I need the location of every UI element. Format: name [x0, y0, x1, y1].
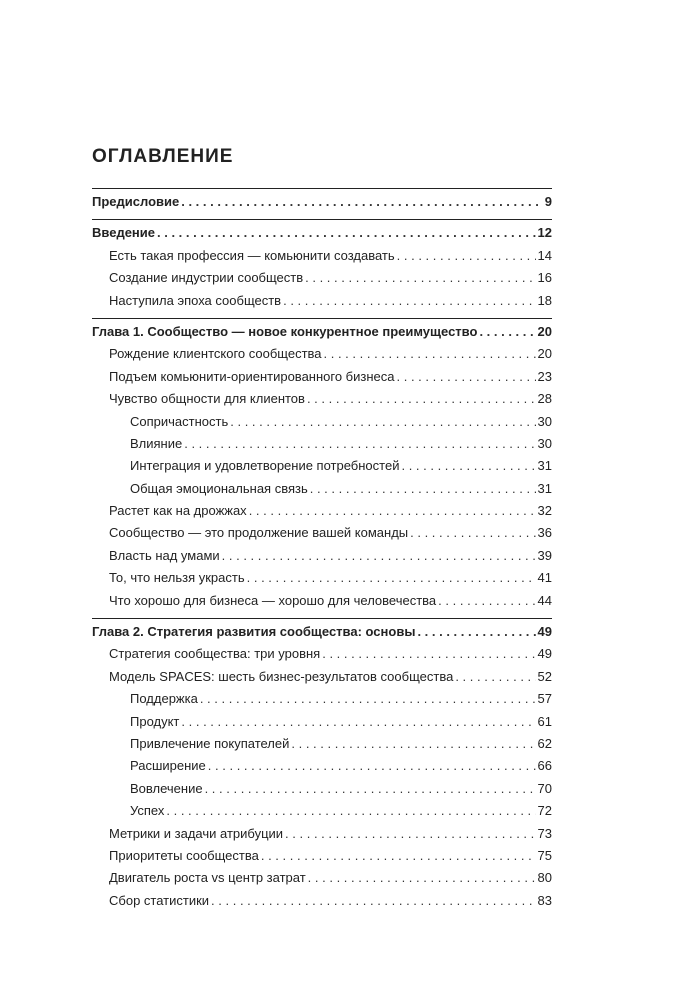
- toc-entry: [92, 711, 552, 733]
- toc-chapter-entry: [92, 321, 552, 343]
- dot-leader: [157, 222, 536, 244]
- page-number: 30: [537, 413, 552, 429]
- entry-title: Успех: [130, 803, 165, 819]
- entry-title: Сбор статистики: [109, 892, 210, 908]
- dot-leader: [230, 411, 535, 433]
- page-number: 57: [537, 691, 552, 707]
- dot-leader: [208, 755, 536, 777]
- toc-entry: [92, 343, 552, 365]
- toc-entry: [92, 267, 552, 289]
- dot-leader: [310, 478, 536, 500]
- page-number: 31: [537, 480, 552, 496]
- page-number: 49: [537, 646, 552, 662]
- page-number: 44: [537, 592, 552, 608]
- toc-entry: [92, 755, 552, 777]
- page-number: 31: [537, 458, 552, 474]
- page-number: 14: [537, 247, 552, 263]
- entry-title: Продукт: [130, 713, 180, 729]
- page-number: 80: [537, 870, 552, 886]
- page-number: 66: [537, 758, 552, 774]
- page-number: 62: [537, 735, 552, 751]
- toc-section: [92, 618, 552, 912]
- toc-entry: [92, 411, 552, 433]
- dot-leader: [211, 890, 535, 912]
- page-number: 28: [537, 391, 552, 407]
- entry-title: Сообщество — это продолжение вашей команды: [109, 525, 409, 541]
- toc-entry: [92, 567, 552, 589]
- entry-title: Расширение: [130, 758, 206, 774]
- entry-title: То, что нельзя украсть: [109, 570, 245, 586]
- dot-leader: [285, 823, 535, 845]
- page-number: 36: [537, 525, 552, 541]
- toc-section: [92, 188, 552, 213]
- toc-entry: [92, 388, 552, 410]
- dot-leader: [438, 590, 535, 612]
- entry-title: Что хорошо для бизнеса — хорошо для человечества: [109, 592, 437, 608]
- toc-entry: [92, 545, 552, 567]
- page-number: 32: [537, 503, 552, 519]
- entry-title: Поддержка: [130, 691, 198, 707]
- dot-leader: [324, 343, 536, 365]
- toc-entry: [92, 778, 552, 800]
- toc-entry: [92, 643, 552, 665]
- dot-leader: [200, 688, 536, 710]
- entry-title: Сопричастность: [130, 413, 229, 429]
- toc-entry: [92, 366, 552, 388]
- page-number: 52: [537, 668, 552, 684]
- entry-title: Создание индустрии сообществ: [109, 270, 304, 286]
- page-number: 23: [537, 368, 552, 384]
- toc-entry: [92, 245, 552, 267]
- toc-entry: [92, 688, 552, 710]
- toc-chapter-entry: [92, 222, 552, 244]
- page-number: 49: [537, 624, 552, 640]
- page-number: 12: [537, 225, 552, 241]
- entry-title: Метрики и задачи атрибуции: [109, 825, 284, 841]
- page-number: 72: [537, 803, 552, 819]
- entry-title: Стратегия сообщества: три уровня: [109, 646, 321, 662]
- page-number: 39: [537, 547, 552, 563]
- entry-title: Привлечение покупателей: [130, 735, 290, 751]
- page-number: 9: [544, 194, 552, 209]
- toc-entry: [92, 823, 552, 845]
- toc-chapter-entry: [92, 621, 552, 643]
- dot-leader: [307, 388, 536, 410]
- dot-leader: [417, 621, 535, 643]
- toc-entry: [92, 290, 552, 312]
- toc-entry: [92, 522, 552, 544]
- toc-entry: [92, 733, 552, 755]
- toc-entry: [92, 455, 552, 477]
- page-number: 41: [537, 570, 552, 586]
- dot-leader: [283, 290, 535, 312]
- toc-chapter-entry: [92, 191, 552, 213]
- toc-entry: [92, 500, 552, 522]
- dot-leader: [291, 733, 535, 755]
- entry-title: Есть такая профессия — комьюнити создавать: [109, 247, 395, 263]
- page-number: 61: [537, 713, 552, 729]
- dot-leader: [181, 191, 543, 213]
- dot-leader: [479, 321, 535, 343]
- toc-entry: [92, 478, 552, 500]
- entry-title: Глава 1. Сообщество — новое конкурентное преимущество: [92, 323, 478, 339]
- entry-title: Предисловие: [92, 194, 180, 209]
- page-number: 20: [537, 323, 552, 339]
- toc-entry: [92, 800, 552, 822]
- entry-title: Вовлечение: [130, 780, 203, 796]
- page-number: 83: [537, 892, 552, 908]
- entry-title: Глава 2. Стратегия развития сообщества: основы: [92, 624, 416, 640]
- toc-entry: [92, 890, 552, 912]
- dot-leader: [184, 433, 535, 455]
- dot-leader: [181, 711, 535, 733]
- dot-leader: [397, 366, 536, 388]
- page-number: 20: [537, 346, 552, 362]
- dot-leader: [305, 267, 535, 289]
- dot-leader: [261, 845, 536, 867]
- entry-title: Наступила эпоха сообществ: [109, 292, 282, 308]
- dot-leader: [322, 643, 535, 665]
- page-number: 16: [537, 270, 552, 286]
- entry-title: Чувство общности для клиентов: [109, 391, 305, 407]
- toc-entry: [92, 845, 552, 867]
- entry-title: Модель SPACES: шесть бизнес-результатов сообщества: [109, 668, 454, 684]
- entry-title: Двигатель роста vs центр затрат: [109, 870, 306, 886]
- toc-entry: [92, 867, 552, 889]
- entry-title: Введение: [92, 225, 155, 241]
- entry-title: Растет как на дрожжах: [109, 503, 247, 519]
- entry-title: Общая эмоциональная связь: [130, 480, 308, 496]
- page-title: ОГЛАВЛЕНИЕ: [92, 146, 234, 167]
- entry-title: Интеграция и удовлетворение потребностей: [130, 458, 400, 474]
- entry-title: Подъем комьюнити-ориентированного бизнеса: [109, 368, 395, 384]
- page-number: 30: [537, 435, 552, 451]
- page-number: 70: [537, 780, 552, 796]
- dot-leader: [397, 245, 536, 267]
- dot-leader: [166, 800, 535, 822]
- table-of-contents: [92, 188, 552, 918]
- entry-title: Приоритеты сообщества: [109, 847, 259, 863]
- dot-leader: [247, 567, 536, 589]
- entry-title: Власть над умами: [109, 547, 220, 563]
- dot-leader: [308, 867, 536, 889]
- toc-entry: [92, 433, 552, 455]
- dot-leader: [455, 666, 535, 688]
- toc-entry: [92, 666, 552, 688]
- page-number: 18: [537, 292, 552, 308]
- dot-leader: [205, 778, 536, 800]
- toc-section: [92, 318, 552, 612]
- dot-leader: [401, 455, 535, 477]
- dot-leader: [410, 522, 535, 544]
- entry-title: Влияние: [130, 435, 183, 451]
- page-number: 75: [537, 847, 552, 863]
- entry-title: Рождение клиентского сообщества: [109, 346, 322, 362]
- toc-entry: [92, 590, 552, 612]
- page-number: 73: [537, 825, 552, 841]
- toc-section: [92, 219, 552, 312]
- dot-leader: [222, 545, 536, 567]
- dot-leader: [249, 500, 536, 522]
